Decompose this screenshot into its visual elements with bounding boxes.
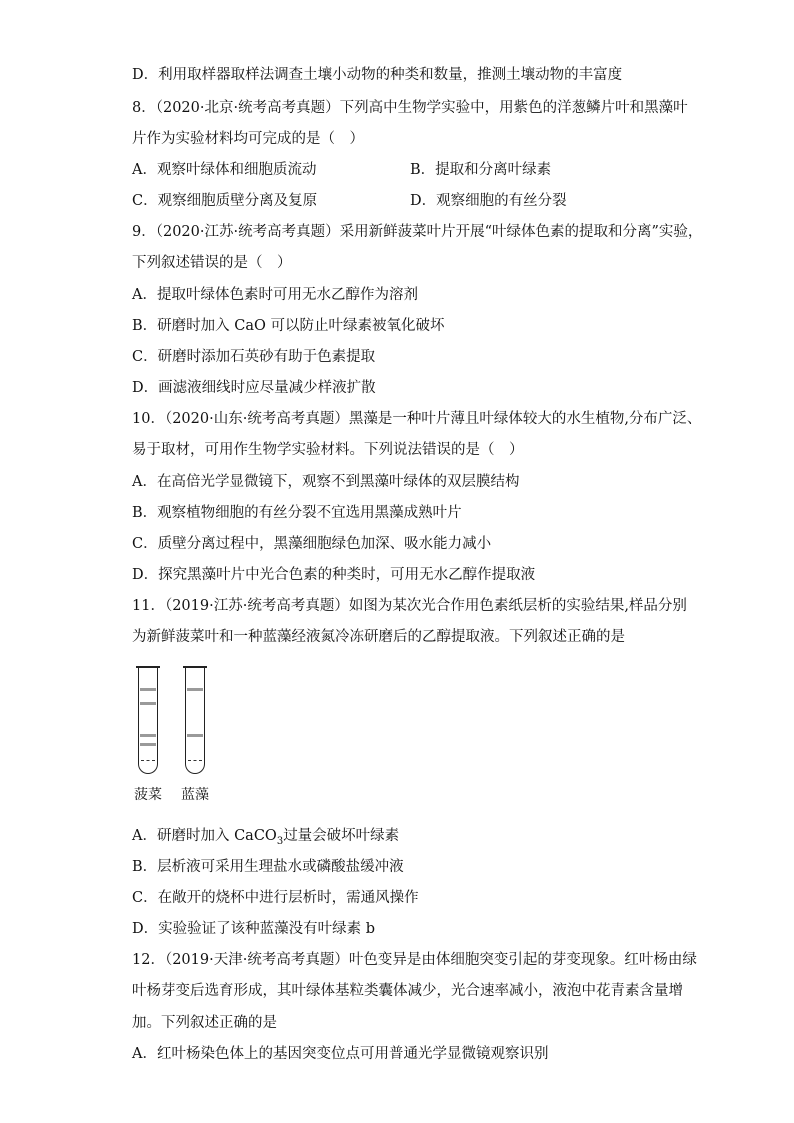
q11-stem-line1: 11．（2019·江苏·统考高考真题）如图为某次光合作用色素纸层析的实验结果,样品分别 xyxy=(132,598,687,614)
q11-option-d: D．实验验证了该种蓝藻没有叶绿素 b xyxy=(132,921,376,937)
q11-option-a-post: 过量会破坏叶绿素 xyxy=(283,828,400,844)
q11-option-a-pre: A．研磨时加入 CaCO xyxy=(132,828,277,844)
cyanobacteria-band-2 xyxy=(187,734,203,737)
spinach-band-3 xyxy=(140,734,156,737)
q9-option-c: C．研磨时添加石英砂有助于色素提取 xyxy=(132,349,376,365)
q10-stem-line2: 易于取材，可用作生物学实验材料。下列说法错误的是（ ） xyxy=(132,442,524,458)
q8-option-a: A．观察叶绿体和细胞质流动 xyxy=(132,162,317,178)
cyanobacteria-band-1 xyxy=(187,688,203,691)
q12-stem-line2: 叶杨芽变后选育形成，其叶绿体基粒类囊体减少，光合速率减小，液泡中花青素含量增 xyxy=(132,983,683,999)
q9-option-d: D．画滤液细线时应尽量减少样液扩散 xyxy=(132,380,376,396)
q11-option-c: C．在敞开的烧杯中进行层析时，需通风操作 xyxy=(132,890,419,906)
spinach-label: 菠菜 xyxy=(134,787,162,803)
cyanobacteria-tube xyxy=(185,666,205,774)
q8-option-d: D．观察细胞的有丝分裂 xyxy=(410,193,567,209)
q10-option-d: D．探究黑藻叶片中光合色素的种类时，可用无水乙醇作提取液 xyxy=(132,567,536,583)
q12-stem-line3: 加。下列叙述正确的是 xyxy=(132,1015,277,1031)
q8-option-c: C．观察细胞质壁分离及复原 xyxy=(132,193,318,209)
q10-option-c: C．质壁分离过程中，黑藻细胞绿色加深、吸水能力减小 xyxy=(132,536,492,552)
spinach-band-2 xyxy=(140,702,156,705)
q12-stem-line1: 12．（2019·天津·统考高考真题）叶色变异是由体细胞突变引起的芽变现象。红叶杨由绿 xyxy=(132,952,697,968)
q9-option-a: A．提取叶绿体色素时可用无水乙醇作为溶剂 xyxy=(132,287,418,303)
q7-option-d: D．利用取样器取样法调查土壤小动物的种类和数量，推测土壤动物的丰富度 xyxy=(132,67,623,83)
q9-option-b: B．研磨时加入 CaO 可以防止叶绿素被氧化破坏 xyxy=(132,318,445,334)
q10-option-a: A．在高倍光学显微镜下，观察不到黑藻叶绿体的双层膜结构 xyxy=(132,474,520,490)
spinach-band-1 xyxy=(140,688,156,691)
spinach-origin-line xyxy=(141,760,155,761)
q8-stem-line2: 片作为实验材料均可完成的是（ ） xyxy=(132,131,364,147)
cyanobacteria-label: 蓝藻 xyxy=(181,787,209,803)
spinach-tube xyxy=(138,666,158,774)
spinach-band-4 xyxy=(140,743,156,746)
q11-option-a-subscript: 3 xyxy=(276,835,284,847)
q10-stem-line1: 10．（2020·山东·统考高考真题）黑藻是一种叶片薄且叶绿体较大的水生植物,分布广泛、 xyxy=(132,411,702,427)
cyanobacteria-origin-line xyxy=(188,760,202,761)
q9-stem-line1: 9．（2020·江苏·统考高考真题）采用新鲜菠菜叶片开展“叶绿体色素的提取和分离”实验， xyxy=(132,224,703,240)
q11-option-a xyxy=(132,826,399,852)
q8-option-b: B．提取和分离叶绿素 xyxy=(410,162,552,178)
q11-stem-line2: 为新鲜菠菜叶和一种蓝藻经液氮冷冻研磨后的乙醇提取液。下列叙述正确的是 xyxy=(132,629,625,645)
q11-option-b: B．层析液可采用生理盐水或磷酸盐缓冲液 xyxy=(132,859,404,875)
q8-stem-line1: 8．（2020·北京·统考高考真题）下列高中生物学实验中，用紫色的洋葱鳞片叶和黑藻叶 xyxy=(132,100,688,116)
q10-option-b: B．观察植物细胞的有丝分裂不宜选用黑藻成熟叶片 xyxy=(132,505,462,521)
q12-option-a: A．红叶杨染色体上的基因突变位点可用普通光学显微镜观察识别 xyxy=(132,1046,549,1062)
chromatography-figure xyxy=(130,660,230,808)
q9-stem-line2: 下列叙述错误的是（ ） xyxy=(132,255,292,271)
